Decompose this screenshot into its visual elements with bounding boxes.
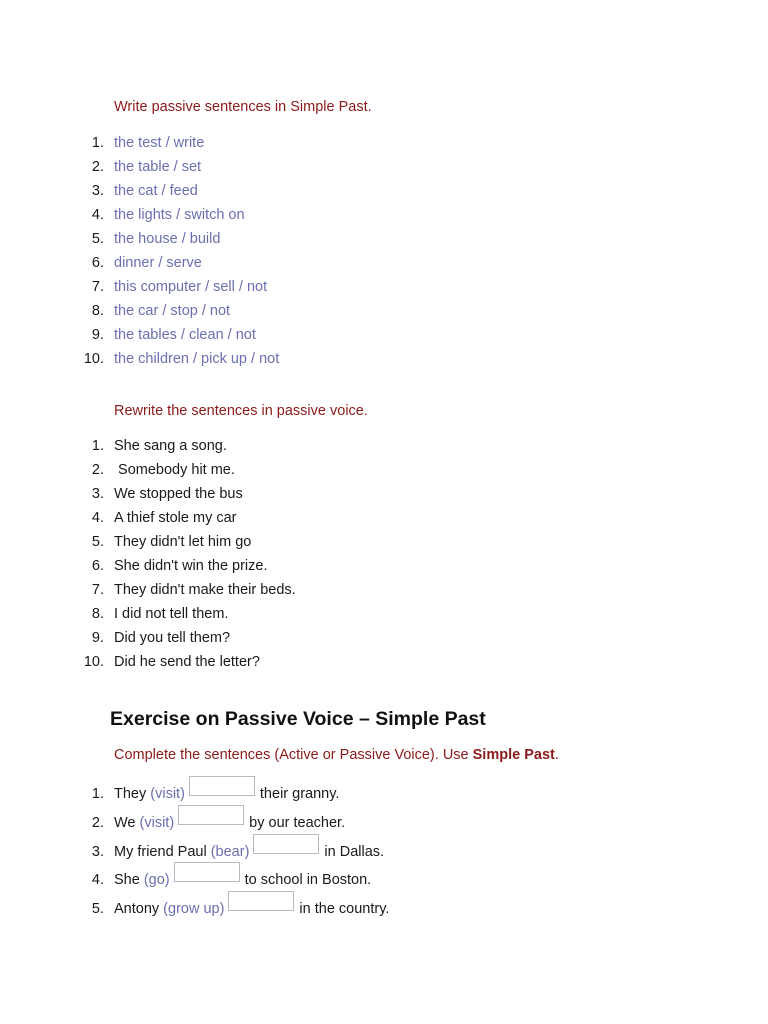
sentence-start: They xyxy=(114,786,151,802)
instruction-text: Complete the sentences (Active or Passive Voice). Use xyxy=(114,747,473,763)
item-number: 4. xyxy=(91,872,104,888)
item-number: 9. xyxy=(91,630,104,646)
item-cue: the lights / switch on xyxy=(114,207,245,223)
item-number: 9. xyxy=(91,327,104,343)
item-number: 1. xyxy=(91,438,104,454)
item-sentence xyxy=(114,813,345,833)
sentence-end: by our teacher. xyxy=(249,815,346,831)
item-number: 5. xyxy=(91,534,104,550)
item-cue: the children / pick up / not xyxy=(114,351,280,367)
item-sentence: We stopped the bus xyxy=(114,486,243,502)
answer-input[interactable] xyxy=(228,891,294,911)
item-cue: the table / set xyxy=(114,159,202,175)
item-sentence: They didn't let him go xyxy=(114,534,252,550)
sentence-start: She xyxy=(114,872,144,888)
verb-cue: (visit) xyxy=(139,815,175,831)
item-cue: the tables / clean / not xyxy=(114,327,256,343)
item-number: 7. xyxy=(91,582,104,598)
item-sentence: Did he send the letter? xyxy=(114,654,260,670)
item-number: 6. xyxy=(91,558,104,574)
item-cue: dinner / serve xyxy=(114,255,202,271)
item-sentence: Somebody hit me. xyxy=(114,462,235,478)
verb-cue: (visit) xyxy=(150,786,185,802)
item-number: 7. xyxy=(91,279,104,295)
verb-cue: (go) xyxy=(143,872,170,888)
verb-cue: (bear) xyxy=(210,844,250,860)
item-number: 4. xyxy=(91,207,104,223)
item-number: 3. xyxy=(91,486,104,502)
item-sentence: They didn't make their beds. xyxy=(114,582,296,598)
item-number: 10. xyxy=(83,351,104,367)
item-number: 6. xyxy=(91,255,104,271)
item-cue: this computer / sell / not xyxy=(114,279,268,295)
section1-instruction: Write passive sentences in Simple Past. xyxy=(114,99,372,115)
item-number: 5. xyxy=(91,231,104,247)
item-number: 3. xyxy=(91,844,104,860)
item-number: 3. xyxy=(91,183,104,199)
sentence-start: Antony xyxy=(114,901,164,917)
answer-input[interactable] xyxy=(189,776,255,796)
item-number: 4. xyxy=(91,510,104,526)
item-sentence: Did you tell them? xyxy=(114,630,231,646)
answer-input[interactable] xyxy=(178,805,244,825)
item-number: 1. xyxy=(91,135,104,151)
item-cue: the test / write xyxy=(114,135,205,151)
item-number: 8. xyxy=(91,606,104,622)
section2-instruction: Rewrite the sentences in passive voice. xyxy=(114,403,368,419)
item-number: 2. xyxy=(91,815,104,831)
sentence-end: in the country. xyxy=(299,901,390,917)
item-sentence xyxy=(114,870,371,890)
item-cue: the cat / feed xyxy=(114,183,198,199)
exercise-heading: Exercise on Passive Voice – Simple Past xyxy=(110,708,486,730)
instruction-emphasis: Simple Past xyxy=(472,747,555,763)
item-cue: the car / stop / not xyxy=(114,303,231,319)
sentence-start: We xyxy=(114,815,140,831)
item-sentence xyxy=(114,784,339,804)
answer-input[interactable] xyxy=(253,834,319,854)
item-number: 2. xyxy=(91,159,104,175)
item-number: 8. xyxy=(91,303,104,319)
answer-input[interactable] xyxy=(174,862,240,882)
item-sentence: She sang a song. xyxy=(114,438,227,454)
sentence-end: their granny. xyxy=(259,786,340,802)
sentence-end: in Dallas. xyxy=(324,844,385,860)
item-number: 10. xyxy=(83,654,104,670)
item-sentence: She didn't win the prize. xyxy=(114,558,268,574)
item-sentence: I did not tell them. xyxy=(114,606,229,622)
item-cue: the house / build xyxy=(114,231,221,247)
section3-instruction xyxy=(114,747,559,763)
item-number: 1. xyxy=(91,786,104,802)
verb-cue: (grow up) xyxy=(163,901,225,917)
item-number: 2. xyxy=(91,462,104,478)
instruction-end: . xyxy=(554,747,559,763)
sentence-end: to school in Boston. xyxy=(244,872,372,888)
item-number: 5. xyxy=(91,901,104,917)
item-sentence: A thief stole my car xyxy=(114,510,237,526)
item-sentence xyxy=(114,842,384,862)
sentence-start: My friend Paul xyxy=(114,844,211,860)
item-sentence xyxy=(114,899,389,919)
